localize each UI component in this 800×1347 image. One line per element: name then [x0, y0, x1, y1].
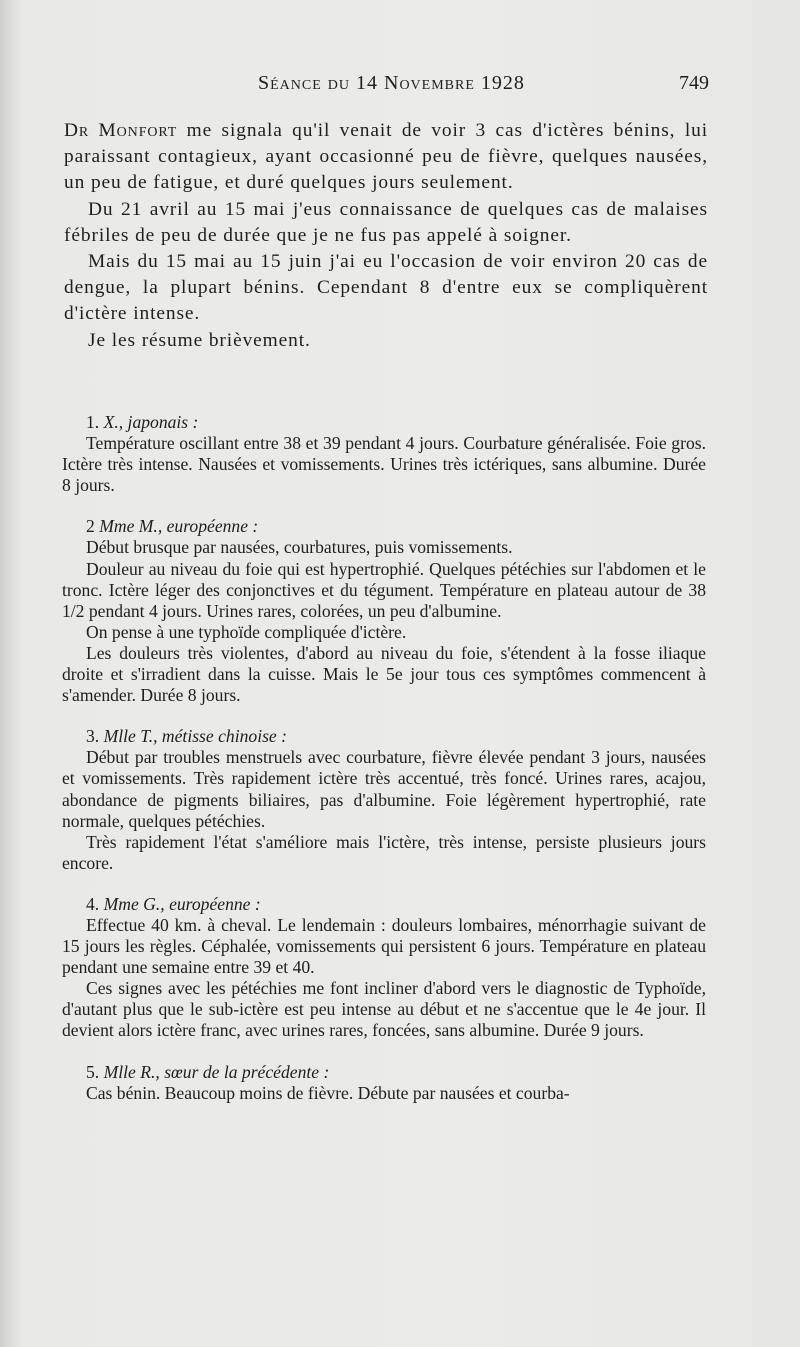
case-patient: Mme G., européenne :: [103, 893, 261, 914]
author-name: Dr Monfort: [64, 120, 178, 141]
case-entry: [62, 516, 706, 706]
case-paragraph: Cas bénin. Beaucoup moins de fièvre. Débute par nausées et courba-: [86, 1082, 570, 1103]
case-heading: [62, 726, 706, 747]
intro-paragraph: Je les résume brièvement.: [88, 329, 311, 351]
intro-paragraph: Du 21 avril au 15 mai j'eus connaissance de quelques cas de malaises fébriles de peu de durée que je ne fus pas appelé à soigner.: [64, 198, 708, 246]
case-paragraph: Douleur au niveau du foie qui est hypertrophié. Quelques pétéchies sur l'abdomen et le tronc. Ictère léger des conjonctives et du tégument. Température en plateau autour de 38 1/2 pendant 4 jours. Urines rares, colorées, un peu d'albumine.: [62, 558, 706, 621]
case-paragraph: On pense à une typhoïde compliquée d'ictère.: [86, 621, 407, 642]
case-number: 4.: [86, 893, 100, 914]
case-heading: [62, 1062, 706, 1083]
running-head: [0, 72, 800, 102]
case-number: 2: [86, 516, 95, 537]
paragraph-text: me signala qu'il venait de voir 3 cas d'ictères bénins, lui paraissant contagieux, ayant occasionné peu de fièvre, quelques nausées, un peu de fatigue, et duré quelques jours seulement.: [64, 120, 708, 194]
running-head-title: Séance du 14 Novembre 1928: [258, 72, 525, 94]
intro-text: [64, 118, 708, 354]
case-patient: Mme M., européenne :: [99, 516, 259, 537]
case-number: 3.: [86, 726, 100, 747]
case-paragraph: Les douleurs très violentes, d'abord au niveau du foie, s'étendent à la fosse iliaque droite et s'irradient dans la cuisse. Mais le 5e jour tous ces symptômes commencent à s'amender. Durée 8 jours.: [62, 642, 706, 706]
case-paragraph: Très rapidement l'état s'améliore mais l'ictère, très intense, persiste plusieurs jours encore.: [62, 831, 706, 873]
page-number: 749: [679, 72, 709, 94]
intro-paragraph: Mais du 15 mai au 15 juin j'ai eu l'occasion de voir environ 20 cas de dengue, la plupart bénins. Cependant 8 d'entre eux se compliquèrent d'ictère intense.: [64, 251, 708, 325]
case-entry: [62, 1062, 706, 1104]
case-paragraph: Début brusque par nausées, courbatures, puis vomissements.: [86, 537, 513, 558]
case-heading: [62, 516, 706, 537]
case-number: 1.: [86, 412, 100, 432]
case-entry: [62, 726, 706, 874]
case-patient: X., japonais :: [103, 412, 199, 432]
case-entry: [62, 894, 706, 1042]
case-paragraph: Température oscillant entre 38 et 39 pendant 4 jours. Courbature généralisée. Foie gros. Ictère très intense. Nausées et vomissements. Urines très ictériques, sans albumine. Durée 8 jours.: [62, 433, 706, 496]
case-number: 5.: [86, 1061, 100, 1082]
case-list: [62, 412, 706, 1124]
case-patient: Mlle R., sœur de la précédente :: [103, 1061, 330, 1082]
case-paragraph: Ces signes avec les pétéchies me font incliner d'abord vers le diagnostic de Typhoïde, d'autant plus que le sub-ictère est peu intense au début et ne s'accentue que le 4e jour. Il devient alors ictère franc, avec urines rares, foncées, sans albumine. Durée 9 jours.: [62, 978, 706, 1041]
case-heading: [62, 412, 706, 433]
case-patient: Mlle T., métisse chinoise :: [103, 726, 288, 747]
case-paragraph: Effectue 40 km. à cheval. Le lendemain : douleurs lombaires, ménorrhagie suivant de 15 jours les règles. Céphalée, vomissements qui persistent 6 jours. Température en plateau pendant une semaine entre 39 et 40.: [62, 914, 706, 978]
intro-paragraph: [64, 118, 708, 197]
case-paragraph: Début par troubles menstruels avec courbature, fièvre élevée pendant 3 jours, nausées et vomissements. Très rapidement ictère très accentué, très foncé. Urines rares, acajou, abondance de pigments biliaires, pas d'albumine. Foie légèrement hypertrophié, rate normale, quelques pétéchies.: [62, 747, 706, 831]
case-heading: [62, 894, 706, 915]
case-entry: [62, 412, 706, 496]
